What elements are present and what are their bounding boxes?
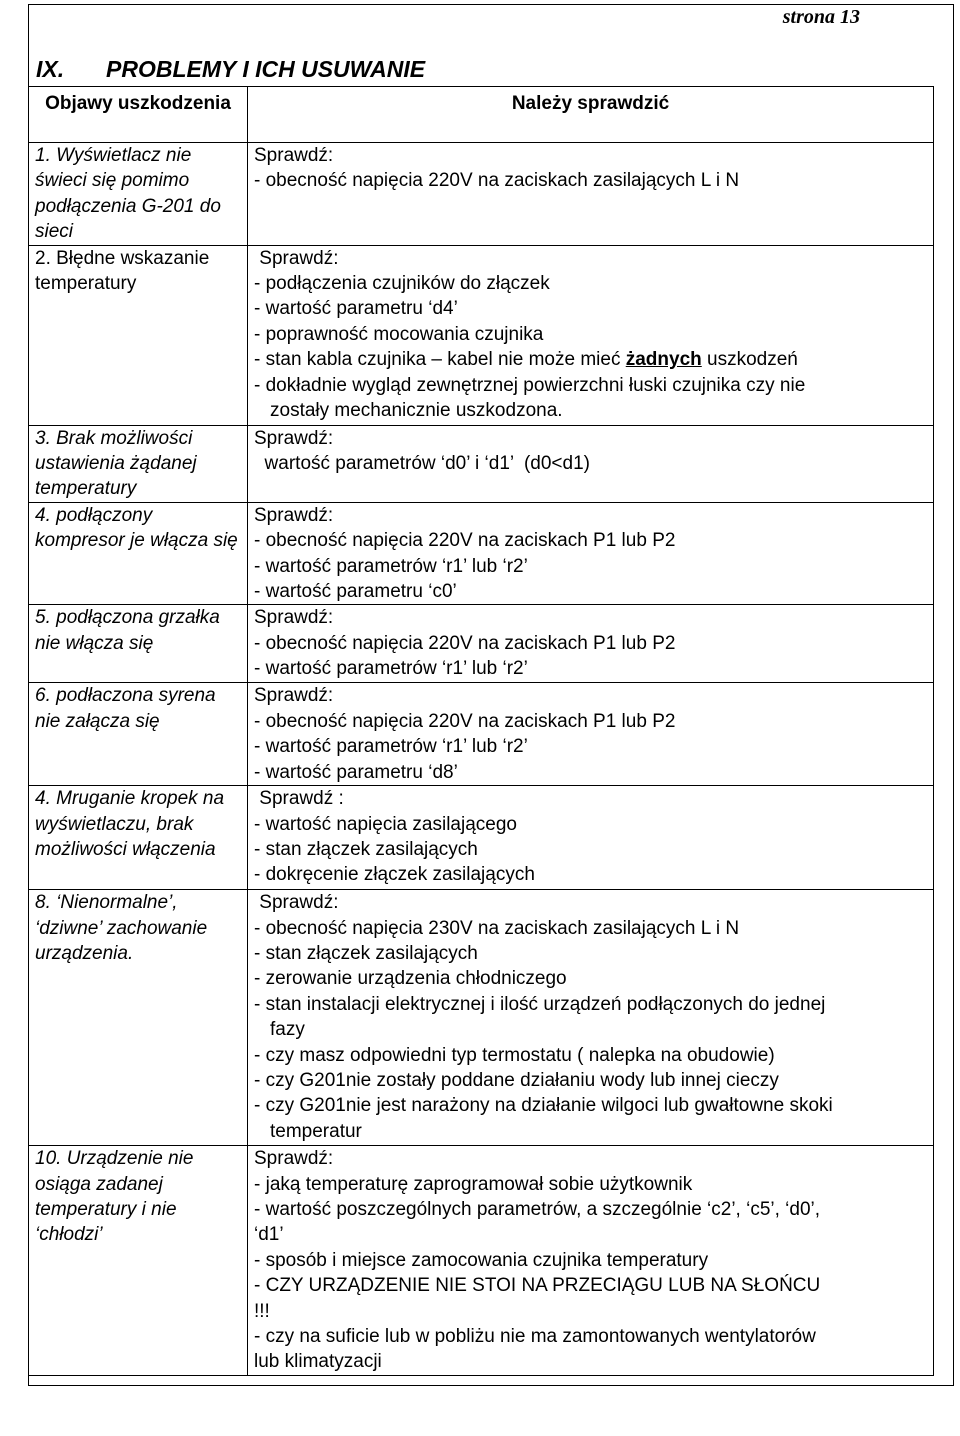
- check-line: - wartość parametrów ‘r1’ lub ‘r2’: [254, 736, 528, 758]
- symptom-cell: 4. podłączony kompresor je włącza się: [29, 502, 248, 605]
- check-line: Sprawdź:: [254, 607, 334, 629]
- check-line: Sprawdź:: [254, 504, 334, 526]
- check-line: ‘d1’: [254, 1224, 284, 1246]
- table-row: [29, 425, 934, 502]
- check-line: - dokręcenie złączek zasilających: [254, 864, 535, 886]
- check-line: Sprawdź :: [254, 788, 344, 810]
- check-line: - wartość parametrów ‘r1’ lub ‘r2’: [254, 658, 528, 680]
- check-line: Sprawdź:: [254, 892, 339, 914]
- check-line: - jaką temperaturę zaprogramował sobie użytkownik: [254, 1173, 693, 1195]
- check-line: - czy masz odpowiedni typ termostatu ( nalepka na obudowie): [254, 1044, 775, 1066]
- check-line: - stan złączek zasilających: [254, 838, 478, 860]
- check-line: - wartość parametrów ‘r1’ lub ‘r2’: [254, 555, 528, 577]
- symptom-cell: 1. Wyświetlacz nie świeci się pomimo podłączenia G-201 do sieci: [29, 143, 248, 246]
- symptom-cell: 5. podłączona grzałka nie włącza się: [29, 605, 248, 683]
- check-cell: [248, 786, 934, 890]
- symptom-cell: 10. Urządzenie nie osiąga zadanej temperatury i nie ‘chłodzi’: [29, 1146, 248, 1376]
- check-cell: [248, 1146, 934, 1376]
- check-line: - wartość parametru ‘d4’: [254, 298, 458, 320]
- check-line: - obecność napięcia 220V na zaciskach zasilających L i N: [254, 170, 740, 192]
- check-cell: [248, 425, 934, 502]
- check-line: - wartość parametru ‘c0’: [254, 581, 457, 603]
- check-line: - obecność napięcia 220V na zaciskach P1 lub P2: [254, 710, 676, 732]
- table-row: [29, 890, 934, 1146]
- check-line: temperatur: [270, 1120, 362, 1142]
- check-line: - podłączenia czujników do złączek: [254, 273, 550, 295]
- check-line: - zerowanie urządzenia chłodniczego: [254, 968, 567, 990]
- symptom-cell: 8. ‘Nienormalne’, ‘dziwne’ zachowanie urządzenia.: [29, 890, 248, 1146]
- check-line: - czy na suficie lub w pobliżu nie ma zamontowanych wentylatorów: [254, 1325, 816, 1347]
- check-line: - stan instalacji elektrycznej i ilość urządzeń podłączonych do jednej: [254, 993, 826, 1015]
- check-cell: [248, 605, 934, 683]
- symptom-cell: 3. Brak możliwości ustawienia żądanej temperatury: [29, 425, 248, 502]
- emphasis-text: żadnych: [625, 349, 702, 371]
- symptom-cell: 4. Mruganie kropek na wyświetlaczu, brak możliwości włączenia: [29, 786, 248, 890]
- header-check: Należy sprawdzić: [248, 87, 934, 143]
- check-cell: [248, 245, 934, 425]
- symptom-cell: 2. Błędne wskazanie temperatury: [29, 245, 248, 425]
- table-row: [29, 143, 934, 246]
- check-cell: [248, 683, 934, 786]
- check-line: Sprawdź:: [254, 1148, 334, 1170]
- check-line: - obecność napięcia 220V na zaciskach P1 lub P2: [254, 632, 676, 654]
- check-line: - poprawność mocowania czujnika: [254, 323, 544, 345]
- check-line: - wartość napięcia zasilającego: [254, 813, 517, 835]
- section-title: [36, 56, 425, 83]
- check-line: Sprawdź:: [254, 145, 334, 166]
- check-line: - czy G201nie jest narażony na działanie wilgoci lub gwałtowne skoki: [254, 1095, 833, 1117]
- check-line: [254, 347, 933, 372]
- section-number: IX.: [36, 56, 65, 82]
- check-line: - czy G201nie zostały poddane działaniu wody lub innej cieczy: [254, 1069, 779, 1091]
- check-line: - wartość poszczególnych parametrów, a szczególnie ‘c2’, ‘c5’, ‘d0’,: [254, 1198, 821, 1220]
- section-heading: PROBLEMY I ICH USUWANIE: [106, 56, 426, 82]
- check-line: Sprawdź:: [254, 247, 339, 269]
- check-line: Sprawdź:: [254, 685, 334, 707]
- table-row: [29, 502, 934, 605]
- table-row: [29, 605, 934, 683]
- check-line-part: uszkodzeń: [701, 349, 798, 371]
- check-line: !!!: [254, 1300, 270, 1322]
- header-symptoms: Objawy uszkodzenia: [29, 87, 248, 143]
- table-row: [29, 245, 934, 425]
- check-line: - wartość parametru ‘d8’: [254, 761, 458, 783]
- symptom-cell: 6. podłaczona syrena nie załącza się: [29, 683, 248, 786]
- table-row: [29, 786, 934, 890]
- check-cell: [248, 890, 934, 1146]
- page-number: strona 13: [782, 6, 860, 28]
- check-line: lub klimatyzacji: [254, 1351, 382, 1373]
- check-line: - dokładnie wygląd zewnętrznej powierzchni łuski czujnika czy nie: [254, 374, 806, 396]
- check-cell: [248, 502, 934, 605]
- check-line: wartość parametrów ‘d0’ i ‘d1’ (d0<d1): [254, 453, 590, 475]
- check-cell: [248, 143, 934, 246]
- check-line: - stan złączek zasilających: [254, 942, 478, 964]
- check-line-part: - stan kabla czujnika – kabel nie może mieć: [254, 349, 626, 371]
- check-line: zostały mechanicznie uszkodzona.: [270, 400, 563, 422]
- problems-table: [28, 86, 934, 1376]
- check-line: - sposób i miejsce zamocowania czujnika temperatury: [254, 1249, 709, 1271]
- check-line: fazy: [270, 1019, 305, 1041]
- check-line: - obecność napięcia 220V na zaciskach P1 lub P2: [254, 530, 676, 552]
- table-header-row: [29, 87, 934, 143]
- check-line: - obecność napięcia 230V na zaciskach zasilających L i N: [254, 917, 740, 939]
- check-line: - CZY URZĄDZENIE NIE STOI NA PRZECIĄGU LUB NA SŁOŃCU: [254, 1275, 821, 1297]
- check-line: Sprawdź:: [254, 427, 334, 449]
- table-row: [29, 1146, 934, 1376]
- table-row: [29, 683, 934, 786]
